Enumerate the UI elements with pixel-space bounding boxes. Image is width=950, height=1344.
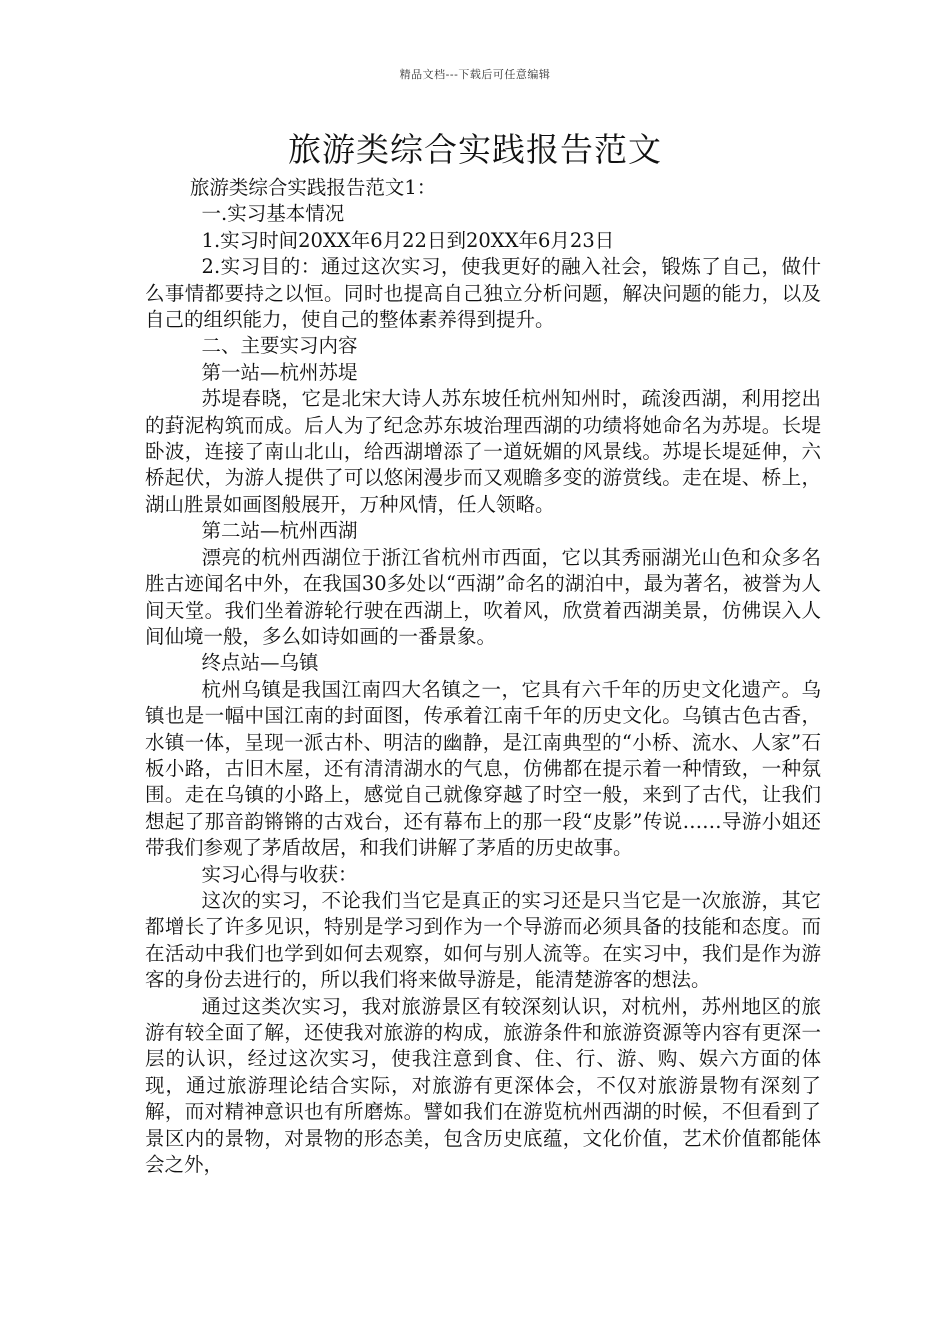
paragraph-section-one-heading: 一.实习基本情况 <box>201 202 345 226</box>
paragraph-reflections-one: 这次的实习，不论我们当它是真正的实习还是只当它是一次旅游，其它都增长了许多见识，特别是学习到作为一个导游而必须具备的技能和态度。而在活动中我们也学到如何去观察，如何与别人流等。在实习中，我们是作为游客的身份去进行的，所以我们将来做导游是，能清楚游客的想法。 <box>145 888 821 992</box>
paragraph-stop-one-heading: 第一站—杭州苏堤 <box>201 360 358 384</box>
paragraph-west-lake: 漂亮的杭州西湖位于浙江省杭州市西面，它以其秀丽湖光山色和众多名胜古迹闻名中外，在我国30多处以“西湖”命名的湖泊中，最为著名，被誉为人间天堂。我们坐着游轮行驶在西湖上，吹着风，欣赏着西湖美景，仿佛误入人间仙境一般，多么如诗如画的一番景象。 <box>145 545 821 648</box>
paragraph-internship-time: 1.实习时间20XX年6月22日到20XX年6月23日 <box>201 228 615 252</box>
document-title: 旅游类综合实践报告范文 <box>288 130 662 169</box>
paragraph-report-heading: 旅游类综合实践报告范文1： <box>189 176 437 199</box>
paragraph-final-stop-heading: 终点站—乌镇 <box>201 651 319 675</box>
paragraph-stop-two-heading: 第二站—杭州西湖 <box>201 519 358 543</box>
document-body <box>145 175 821 1178</box>
page-header-note: 精品文档---下载后可任意编辑 <box>399 68 551 81</box>
paragraph-reflections-two: 通过这类次实习，我对旅游景区有较深刻认识，对杭州，苏州地区的旅游有较全面了解，还使我对旅游的构成，旅游条件和旅游资源等内容有更深一层的认识，经过这次实习，使我注意到食、住、行、游、购、娱六方面的体现，通过旅游理论结合实际，对旅游有更深体会，不仅对旅游景物有深刻了解，而对精神意识也有所磨炼。譬如我们在游览杭州西湖的时候，不但看到了景区内的景物，对景物的形态美，包含历史底蕴，文化价值，艺术价值都能体会之外， <box>145 994 821 1177</box>
paragraph-section-two-heading: 二、主要实习内容 <box>201 334 358 358</box>
paragraph-internship-purpose: 2.实习目的：通过这次实习，使我更好的融入社会，锻炼了自己，做什么事情都要持之以恒。同时也提高自己独立分析问题，解决问题的能力，以及自己的组织能力，使自己的整体素养得到提升。 <box>145 255 821 332</box>
paragraph-reflections-heading: 实习心得与收获： <box>201 862 358 886</box>
paragraph-wuzhen: 杭州乌镇是我国江南四大名镇之一，它具有六千年的历史文化遗产。乌镇也是一幅中国江南的封面图，传承着江南千年的历史文化。乌镇古色古香，水镇一体，呈现一派古朴、明洁的幽静，是江南典型的“小桥、流水、人家”石板小路，古旧木屋，还有清清湖水的气息，仿佛都在提示着一种情致，一种氛围。走在乌镇的小路上，感觉自己就像穿越了时空一般，来到了古代，让我们想起了那音韵锵锵的古戏台，还有幕布上的那一段“皮影”传说……导游小姐还带我们参观了茅盾故居，和我们讲解了茅盾的历史故事。 <box>145 677 821 860</box>
paragraph-su-causeway: 苏堤春晓，它是北宋大诗人苏东坡任杭州知州时，疏浚西湖，利用挖出的葑泥构筑而成。后人为了纪念苏东坡治理西湖的功绩将她命名为苏堤。长堤卧波，连接了南山北山，给西湖增添了一道妩媚的风景线。苏堤长堤延伸，六桥起伏，为游人提供了可以悠闲漫步而又观瞻多变的游赏线。走在堤、桥上，湖山胜景如画图般展开，万种风情，任人领略。 <box>145 387 821 516</box>
